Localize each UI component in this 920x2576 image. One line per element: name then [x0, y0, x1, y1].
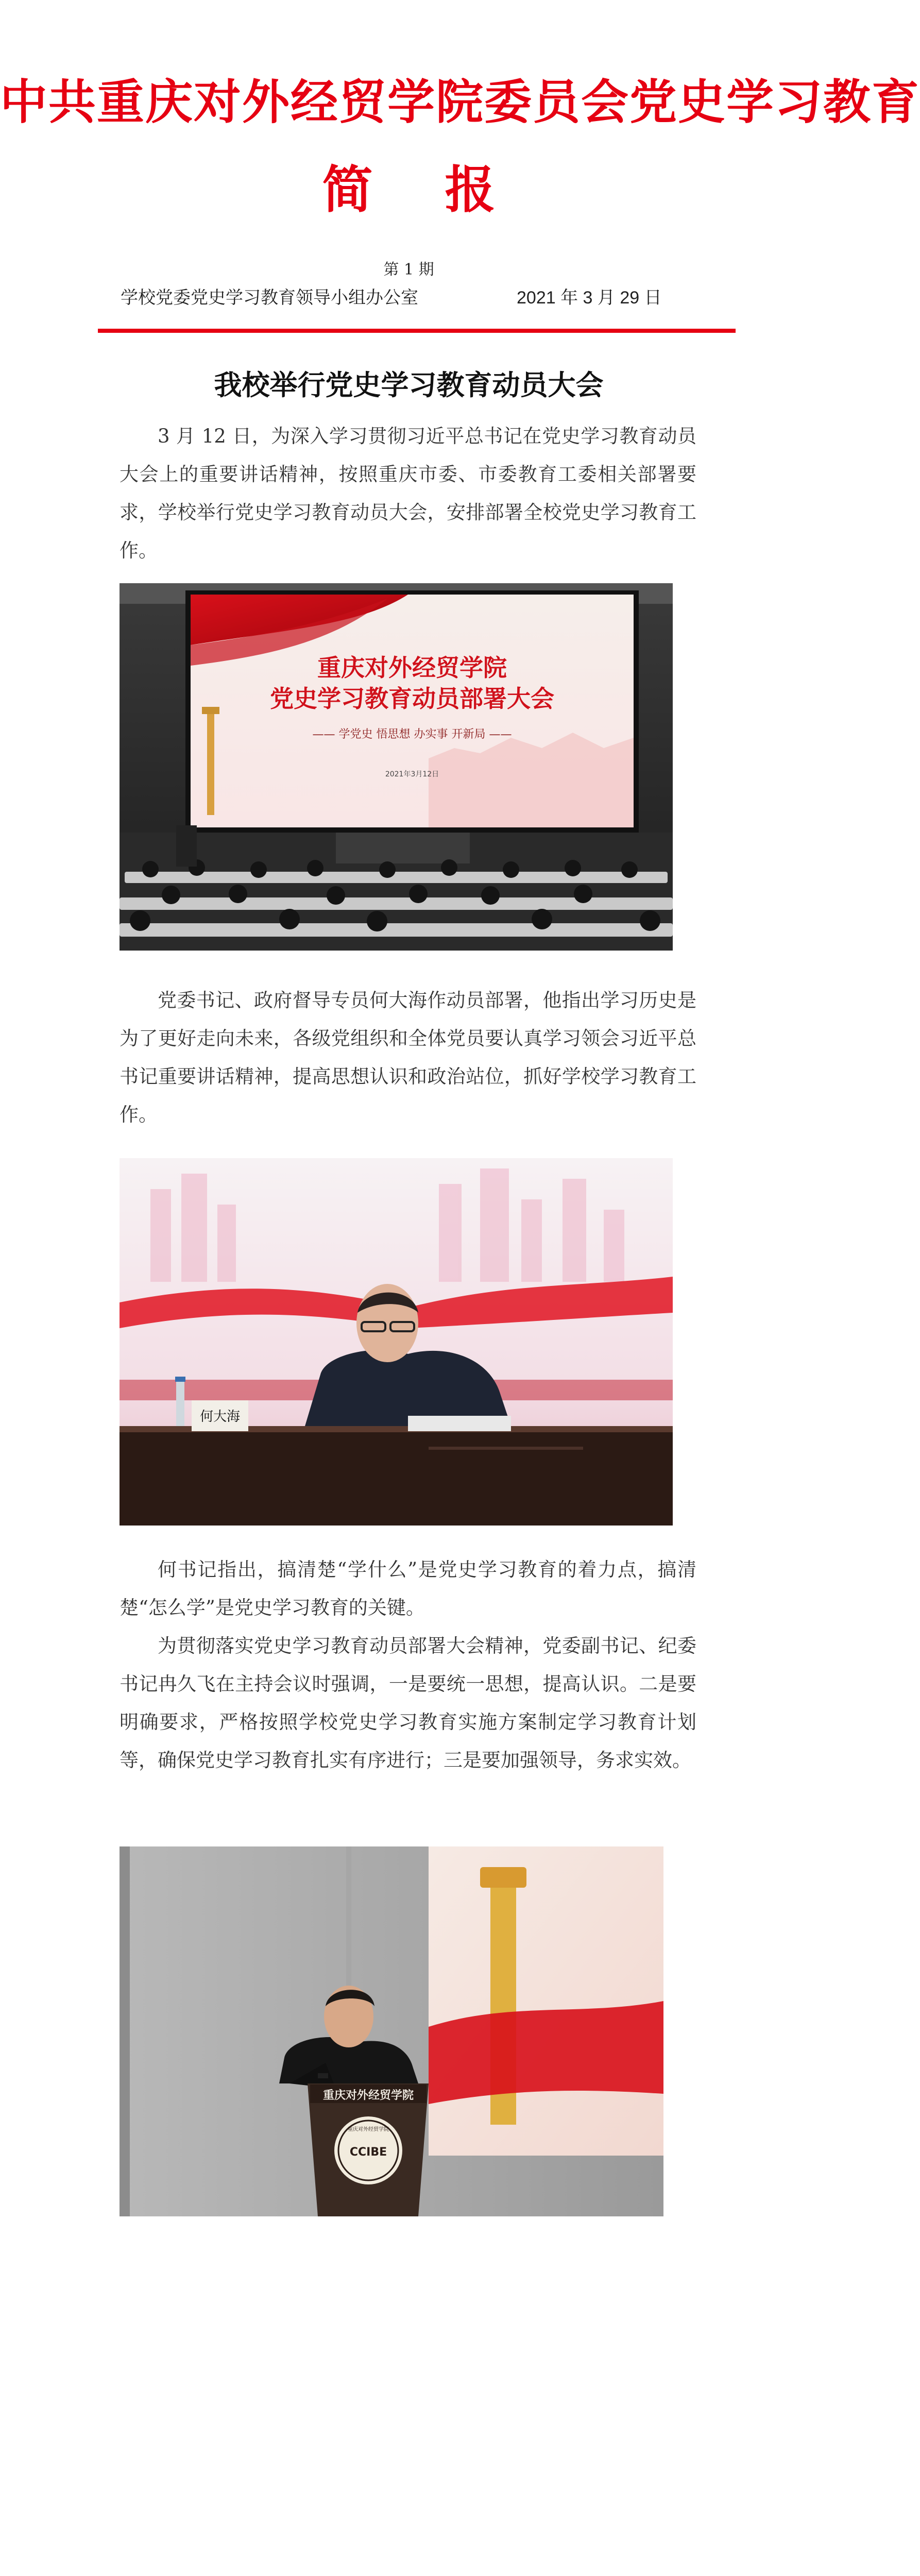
screen-title-line-1: 重庆对外经贸学院: [317, 654, 507, 682]
article-paragraph-4: 为贯彻落实党史学习教育动员部署大会精神，党委副书记、纪委书记冉久飞在主持会议时强调，一是要统一思想，提高认识。二是要明确要求，严格按照学校党史学习教育实施方案制定学习教育计划等，确保党史学习教育扎实有序进行；三是要加强领导，务求实效。: [120, 1635, 696, 1771]
issue-number: 第 1 期: [383, 261, 434, 279]
article-title: 我校举行党史学习教育动员大会: [214, 368, 604, 401]
red-divider: [98, 329, 736, 333]
meeting-hall-photo: [120, 583, 673, 951]
newsletter-masthead-title: 中共重庆对外经贸学院委员会党史学习教育: [0, 74, 920, 130]
host-podium-photo: [120, 1846, 663, 2216]
emblem-ring-text: 重庆对外经贸学院: [348, 2127, 389, 2132]
nameplate-text: 何大海: [199, 1409, 241, 1425]
newsletter-masthead-subtitle: 简报: [322, 160, 568, 219]
article-paragraph-2: 党委书记、政府督导专员何大海作动员部署，他指出学习历史是为了更好走向未来，各级党组织和全体党员要认真学习领会习近平总书记重要讲话精神，提高思想认识和政治站位，抓好学校学习教育工作。: [120, 989, 696, 1126]
speaker-photo: [120, 1158, 673, 1526]
article-paragraph-3: 何书记指出，搞清楚“学什么”是党史学习教育的着力点，搞清楚“怎么学”是党史学习教育的关键。: [120, 1558, 696, 1619]
emblem-text: CCIBE: [349, 2146, 387, 2159]
podium-name: 重庆对外经贸学院: [322, 2089, 414, 2102]
screen-date: 2021年3月12日: [385, 770, 439, 778]
screen-motto: —— 学党史 悟思想 办实事 开新局 ——: [312, 728, 512, 741]
article-paragraph-1: 3 月 12 日，为深入学习贯彻习近平总书记在党史学习教育动员大会上的重要讲话精神，按照重庆市委、市委教育工委相关部署要求，学校举行党史学习教育动员大会，安排部署全校党史学习教育工作。: [120, 425, 696, 562]
issuing-office: 学校党委党史学习教育领导小组办公室: [121, 288, 418, 308]
issue-date: 2021 年 3 月 29 日: [517, 288, 662, 308]
screen-title-line-2: 党史学习教育动员部署大会: [270, 685, 554, 713]
